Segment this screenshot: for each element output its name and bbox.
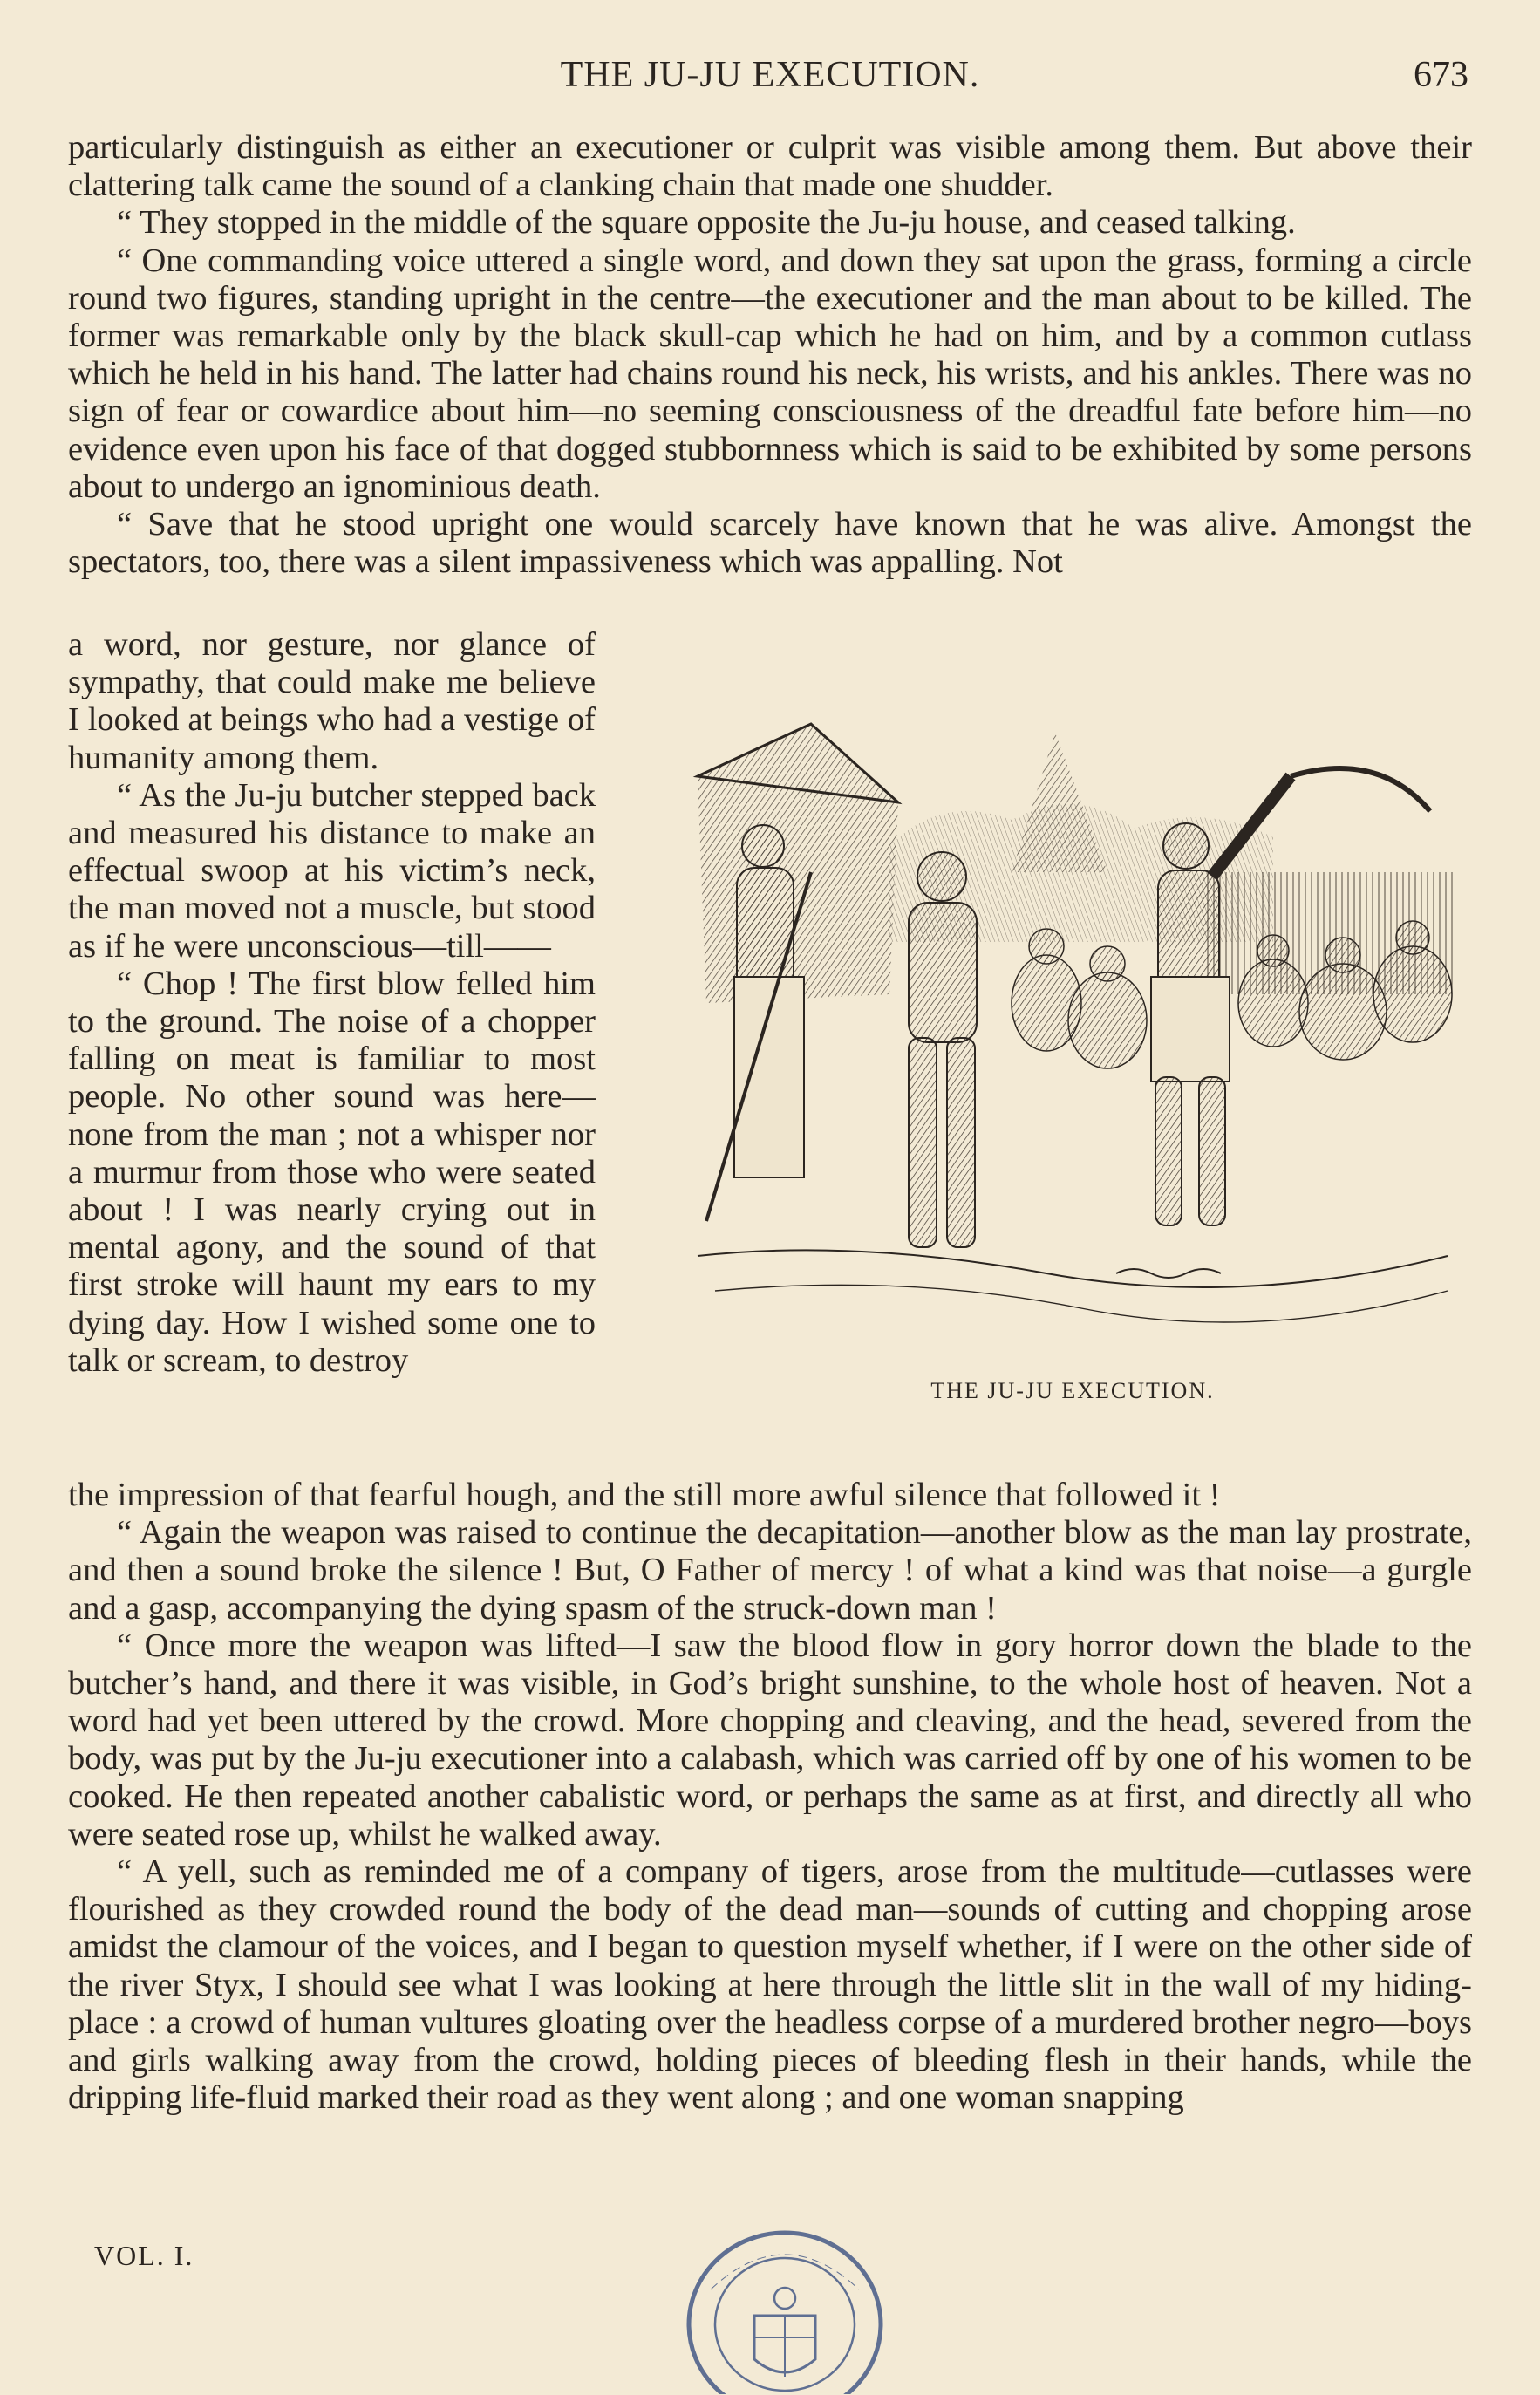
library-stamp	[658, 2220, 911, 2394]
paragraph: “ They stopped in the middle of the square opposite the Ju-ju house, and ceased talking.	[117, 204, 1296, 242]
paragraph: “ One commanding voice uttered a single word, and down they sat upon the grass, forming a circle round two figures, standing upright in the centre—the executioner and the man about to be killed. The former was remarkable only by the black skull-cap which he had on him, and by a common cutlass which he held in his hand. The latter had chains round his neck, his wrists, and his ankles. There was no sign of fear or cowardice about him—no seeming consciousness of the dreadful fate before him—no evidence even upon his face of that dogged stubbornness which is said to be exhibited by some persons about to undergo an ignominious death.	[68, 242, 1472, 505]
paragraph: “ Again the weapon was raised to continue the decapitation—another blow as the man lay prostrate, and then a sound broke the silence ! But, O Father of mercy ! of what a kind was that noise—a gurgle and a gasp, accompanying the dying spasm of the struck-down man !	[68, 1514, 1472, 1627]
paragraph: “ As the Ju-ju butcher stepped back and measured his distance to make an effectual swoop at his victim’s neck, the man moved not a muscle, but stood as if he were unconscious—till——	[68, 776, 596, 965]
running-title: THE JU-JU EXECUTION.	[560, 55, 980, 95]
engraving-illustration	[680, 715, 1465, 1326]
paragraph: the impression of that fearful hough, and the still more awful silence that followed it !	[68, 1477, 1221, 1513]
body-text-bottom	[68, 1477, 1472, 2117]
paragraph: particularly distinguish as either an executioner or culprit was visible among them. But above their clattering talk came the sound of a clanking chain that made one shudder.	[68, 129, 1472, 204]
paragraph: “ A yell, such as reminded me of a company of tigers, arose from the multitude—cutlasses were flourished as they crowded round the body of the dead man—sounds of cutting and chopping arose amidst the clamour of the voices, and I began to question myself whether, if I were on the other side of the river Styx, I should see what I was looking at here through the little slit in the wall of my hiding-place : a crowd of human vultures gloating over the headless corpse of a murdered brother negro—boys and girls walking away from the crowd, holding pieces of bleeding flesh in their hands, while the dripping life-fluid marked their road as they went along ; and one woman snapping	[68, 1853, 1472, 2117]
paragraph: “ Save that he stood upright one would scarcely have known that he was alive. Amongst the spectators, too, there was a silent impassiveness which was appalling. Not	[68, 506, 1472, 581]
paragraph: “ Chop ! The first blow felled him to the ground. The noise of a chopper falling on meat is familiar to most people. No other sound was here—none from the man ; not a whisper nor a murmur from those who were seated about ! I was nearly crying out in mental agony, and the sound of that first stroke will haunt my ears to my dying day. How I wished some one to talk or scream, to destroy	[68, 965, 596, 1379]
volume-signature: VOL. I.	[94, 2240, 194, 2271]
paragraph: a word, nor gesture, nor glance of sympathy, that could make me believe I looked at beings who had a vestige of humanity among them.	[68, 626, 596, 776]
page-number: 673	[1414, 55, 1468, 95]
body-text-column	[68, 626, 596, 1380]
figure-caption: THE JU-JU EXECUTION.	[930, 1378, 1215, 1403]
paragraph: “ Once more the weapon was lifted—I saw the blood flow in gory horror down the blade to the butcher’s hand, and there it was visible, in God’s bright sunshine, to the whole host of heaven. Not a word had yet been uttered by the crowd. More chopping and cleaving, and the head, severed from the body, was put by the Ju-ju executioner into a calabash, which was carried off by one of his women to be cooked. He then repeated another cabalistic word, or perhaps the same as at first, and directly all who were seated rose up, whilst he walked away.	[68, 1627, 1472, 1853]
body-text-top	[68, 129, 1472, 581]
